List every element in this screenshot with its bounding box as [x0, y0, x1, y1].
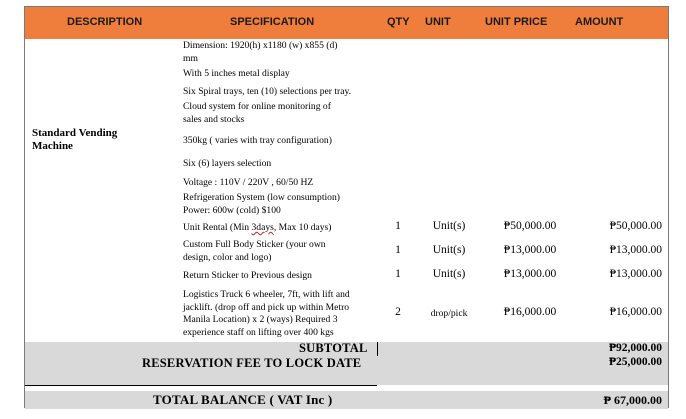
line-sticker-unit: Unit(s) [432, 244, 466, 256]
spec-layers: Six (6) layers selection [183, 158, 272, 169]
spec-display: With 5 inches metal display [183, 68, 290, 79]
spec-weight: 350kg ( varies with tray configuration) [183, 135, 332, 146]
line-return-spec: Return Sticker to Previous design [183, 270, 312, 281]
total-amount: ₱ 67,000.00 [603, 393, 662, 407]
line-sticker-spec [183, 239, 326, 264]
line-return-unit: Unit(s) [432, 268, 466, 280]
subtotal-row [25, 342, 668, 356]
text: Manila Location) x 2 (ways) Required 3 [183, 314, 338, 325]
reservation-rule [25, 385, 377, 386]
reservation-amount: ₱25,000.00 [608, 356, 662, 368]
spec-dimension-unit: mm [183, 53, 198, 64]
text: Unit Rental (Min [183, 222, 252, 233]
misspelled-text: 3days [251, 222, 274, 233]
line-rental-amount: ₱50,000.00 [609, 220, 662, 232]
header-unit: UNIT [425, 16, 451, 28]
subtotal-amount: ₱92,000.00 [608, 342, 662, 354]
spec-refrigeration: Refrigeration System (low consumption) [183, 192, 340, 203]
spec-cloud: Cloud system for online monitoring of [183, 101, 331, 112]
line-rental-unit-price: ₱50,000.00 [503, 220, 557, 232]
quotation-table [24, 6, 669, 408]
item-description-line: Standard Vending [32, 127, 118, 139]
text: design, color and logo) [183, 251, 272, 263]
line-sticker-unit-price: ₱13,000.00 [503, 244, 557, 256]
text: Custom Full Body Sticker (your own [183, 239, 326, 250]
line-rental-unit: Unit(s) [432, 220, 466, 232]
text: , Max 10 days) [273, 222, 332, 233]
table-header [25, 7, 668, 39]
reservation-label: RESERVATION FEE TO LOCK DATE [142, 356, 362, 370]
spec-cloud-cont: sales and stocks [183, 114, 245, 125]
line-logistics-unit-price: ₱16,000.00 [503, 306, 557, 318]
text: jacklift. (drop off and pick up within Metro [183, 301, 350, 313]
header-specification: SPECIFICATION [230, 16, 315, 28]
line-return-amount: ₱13,000.00 [609, 268, 662, 280]
line-logistics-amount: ₱16,000.00 [609, 306, 662, 318]
text: experience staff on lifting over 400 kgs [183, 326, 334, 338]
subtotal-label: SUBTOTAL [299, 341, 368, 355]
line-sticker-qty: 1 [395, 244, 401, 256]
header-amount: AMOUNT [575, 16, 624, 28]
header-description: DESCRIPTION [67, 16, 143, 28]
line-logistics-unit: drop/pick [430, 308, 468, 319]
header-unit-price: UNIT PRICE [485, 16, 548, 28]
text: Logistics Truck 6 wheeler, 7ft, with lift and [183, 289, 350, 300]
line-rental-qty: 1 [395, 220, 401, 232]
item-description-line: Machine [32, 140, 73, 152]
line-logistics-spec [183, 289, 350, 339]
line-rental-spec [183, 222, 331, 235]
line-sticker-amount: ₱13,000.00 [609, 244, 662, 256]
item-description [32, 127, 152, 153]
line-return-qty: 1 [395, 268, 401, 280]
subtotal-divider [377, 342, 378, 356]
spec-dimension: Dimension: 1920(h) x1180 (w) x855 (d) [183, 40, 338, 51]
spec-voltage: Voltage : 110V / 220V , 60/50 HZ [183, 177, 314, 188]
spec-trays: Six Spiral trays, ten (10) selections per tray. [183, 86, 352, 97]
total-row [25, 391, 668, 409]
reservation-row [25, 356, 668, 385]
line-return-unit-price: ₱13,000.00 [503, 268, 557, 280]
total-label: TOTAL BALANCE ( VAT Inc ) [153, 392, 333, 407]
spec-power: Power: 600w (cold) $100 [183, 205, 281, 216]
line-logistics-qty: 2 [395, 306, 401, 318]
header-qty: QTY [387, 16, 410, 28]
